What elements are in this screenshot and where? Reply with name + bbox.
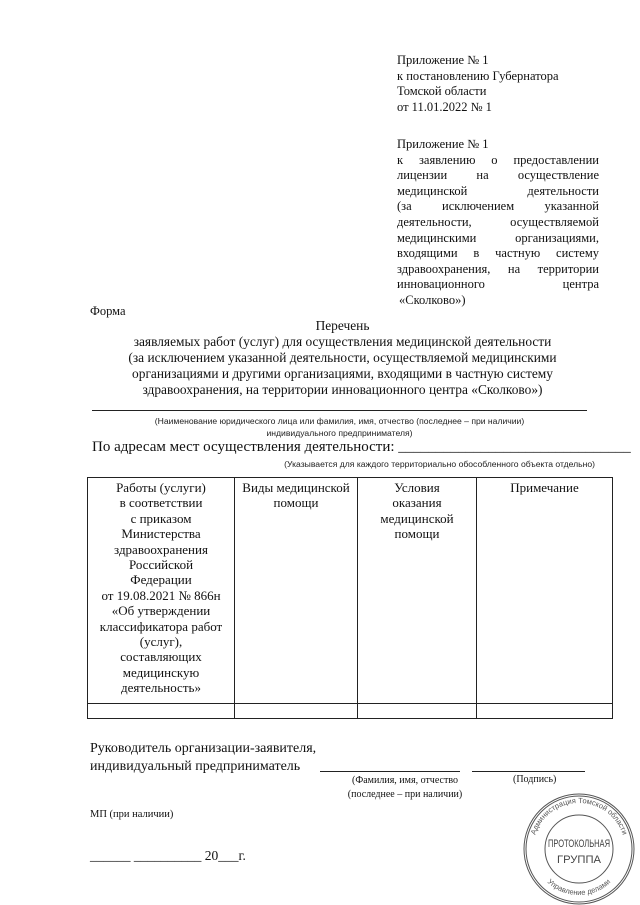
form-label: Форма bbox=[90, 304, 126, 318]
appendix-line: медицинской деятельности bbox=[397, 183, 599, 198]
table-cell[interactable] bbox=[235, 704, 358, 719]
table-row bbox=[88, 704, 613, 719]
appendix-line: здравоохранения, на территории bbox=[397, 261, 599, 276]
appendix-line: к постановлению Губернатора bbox=[397, 68, 559, 83]
title-line: здравоохранения, на территории инновационного центра «Сколково») bbox=[142, 382, 543, 397]
appendix-line: входящими в частную систему bbox=[397, 246, 599, 261]
header-line: Российской bbox=[128, 557, 194, 573]
header-line: классификатора работ bbox=[99, 618, 223, 634]
header-line: медицинской bbox=[380, 510, 454, 526]
header-line: Виды медицинской bbox=[242, 480, 350, 495]
document-title bbox=[80, 318, 605, 398]
appendix-line: инновационного центра bbox=[397, 277, 599, 292]
header-line: деятельность» bbox=[121, 680, 201, 696]
appendix-line: Приложение № 1 bbox=[397, 53, 489, 67]
table-cell[interactable] bbox=[358, 704, 477, 719]
address-caption: (Указывается для каждого территориально обособленного объекта отдельно) bbox=[284, 459, 595, 469]
appendix-line: «Сколково») bbox=[399, 292, 466, 307]
appendix-line: Томской области bbox=[397, 84, 487, 99]
title-line: заявляемых работ (услуг) для осуществления медицинской деятельности bbox=[133, 334, 552, 349]
signature-line[interactable] bbox=[472, 771, 585, 772]
header-line: Условия bbox=[394, 480, 440, 495]
name-caption bbox=[330, 774, 480, 802]
caption-line: (Фамилия, имя, отчество bbox=[352, 775, 458, 786]
header-line: (услуг), bbox=[139, 634, 183, 650]
signatory-label bbox=[90, 740, 316, 776]
appendix-title: Приложение № 1 bbox=[397, 137, 489, 151]
signatory-line: индивидуальный предприниматель bbox=[90, 759, 301, 774]
header-line: оказания bbox=[392, 495, 442, 511]
header-line: помощи bbox=[394, 526, 440, 542]
caption-line: индивидуального предпринимателя) bbox=[266, 428, 413, 438]
date-line: ______ __________ 20___г. bbox=[90, 848, 246, 863]
header-line: Федерации bbox=[130, 572, 192, 588]
header-line: Работы (услуги) bbox=[116, 480, 206, 495]
header-line: медицинскую bbox=[122, 664, 200, 680]
appendix-line: к заявлению о предоставлении bbox=[397, 152, 599, 167]
header-care-types bbox=[235, 478, 358, 704]
header-line: Министерства bbox=[121, 526, 201, 542]
address-label: По адресам мест осуществления деятельности: _______________________________ bbox=[92, 439, 631, 455]
header-line: от 19.08.2021 № 866н bbox=[101, 587, 221, 603]
stamp-top-text: Администрация Томской области bbox=[528, 795, 630, 836]
name-line[interactable] bbox=[320, 771, 460, 772]
caption-line: (последнее – при наличии) bbox=[347, 789, 463, 800]
appendix-line: (за исключением указанной bbox=[397, 199, 599, 214]
title-line: организациями и другими организациями, входящими в частную систему bbox=[132, 366, 553, 381]
official-stamp bbox=[515, 789, 640, 905]
header-works bbox=[88, 478, 235, 704]
table-cell[interactable] bbox=[88, 704, 235, 719]
appendix-line: деятельности, осуществляемой bbox=[397, 214, 599, 229]
header-line: Примечание bbox=[510, 480, 579, 495]
header-line: «Об утверждении bbox=[111, 603, 211, 619]
table-header-row bbox=[88, 478, 613, 704]
appendix-line: от 11.01.2022 № 1 bbox=[397, 99, 492, 114]
applicant-name-caption bbox=[92, 415, 587, 439]
applicant-name-line[interactable] bbox=[92, 410, 587, 411]
header-note bbox=[477, 478, 613, 704]
works-table bbox=[87, 477, 613, 719]
header-care-conditions bbox=[358, 478, 477, 704]
stamp-center-line: ПРОТОКОЛЬНАЯ bbox=[548, 838, 611, 850]
header-line: составляющих bbox=[120, 649, 202, 665]
appendix-line: лицензии на осуществление bbox=[397, 168, 599, 183]
header-line: в соответствии bbox=[119, 495, 203, 511]
header-line: с приказом bbox=[130, 510, 192, 526]
seal-label: МП (при наличии) bbox=[90, 809, 174, 820]
table-cell[interactable] bbox=[477, 704, 613, 719]
stamp-bottom-text: Управление делами bbox=[545, 877, 613, 898]
appendix-header bbox=[397, 53, 599, 115]
caption-line: (Наименование юридического лица или фамилия, имя, отчество (последнее – при наличии) bbox=[154, 416, 525, 426]
header-line: помощи bbox=[273, 495, 319, 511]
title-heading: Перечень bbox=[315, 318, 370, 333]
title-line: (за исключением указанной деятельности, осуществляемой медицинскими bbox=[128, 350, 557, 365]
appendix-application bbox=[397, 137, 599, 309]
signature-caption: (Подпись) bbox=[513, 774, 557, 785]
header-line: здравоохранения bbox=[114, 541, 208, 557]
signatory-line: Руководитель организации-заявителя, bbox=[90, 741, 317, 756]
appendix-line: медицинскими организациями, bbox=[397, 230, 599, 245]
stamp-center-line: ГРУППА bbox=[557, 854, 602, 866]
